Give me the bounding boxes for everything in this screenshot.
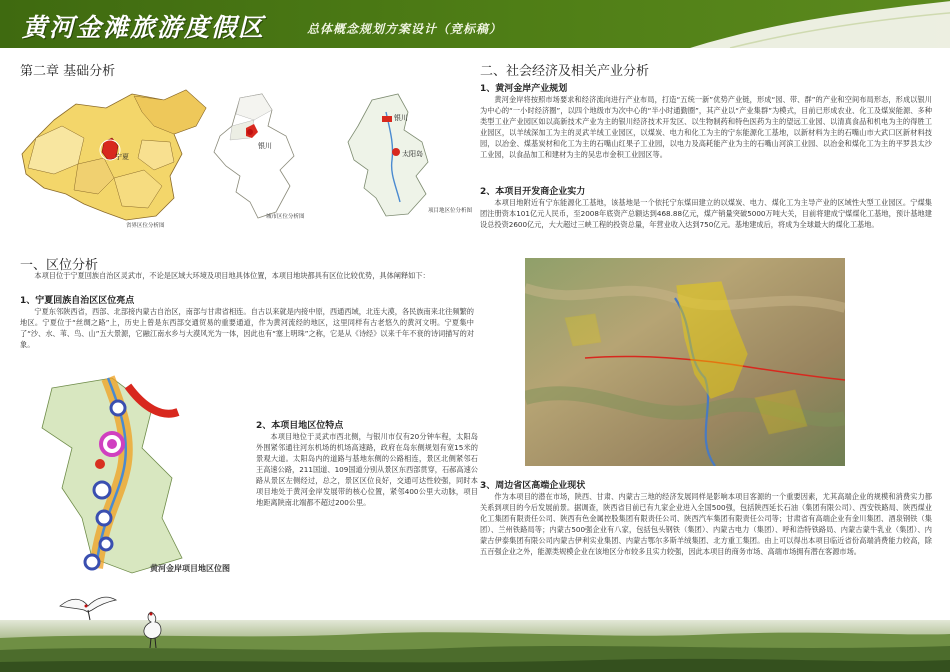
standing-crane-icon xyxy=(133,608,173,648)
project-map-label-a: 银川 xyxy=(394,114,408,122)
economy-sub2-title: 2、本项目开发商企业实力 xyxy=(480,187,586,197)
location-sub2-text: 本项目地位于灵武市西北侧，与银川市仅有20分钟车程，太阳岛外围紧邻通往河东机场的机场高速路，政府在岛东侧规划有宽15米的景观大道。太阳岛内的道路与基地东侧的公路相连，景区北侧紧邻石王高速公路，211国道、109国道分别从景区东西部贯穿，石郝高速公路从景区左侧经过，总之，景区区位良好，交通可达性较强，同时本项目地处于黄河金岸发展带的核心位置，紧邻400公里大动脉，项目地距离陕南北端都不超过200公里。 xyxy=(256,432,478,507)
project-map-caption: 项目地区位分析图 xyxy=(428,208,473,214)
location-intro: 本项目位于宁夏回族自治区灵武市，不论是区域大环境及项目地具体位置，本项目地块都具有区位比较优势，具体阐释如下： xyxy=(34,271,430,280)
province-map-label: 宁夏 xyxy=(115,153,129,161)
header-banner xyxy=(0,0,950,48)
chapter-title: 第二章 基础分析 xyxy=(20,64,116,79)
banner-decoration-curve xyxy=(690,0,950,48)
economy-sub2-text: 本项目地附近有宁东能源化工基地，该基地是一个依托宁东煤田建立的以煤炭、电力、煤化工为主导产业的区域性大型工业园区。宁煤集团注册资本101亿元人民币，至2008年底资产总额达到468.88亿元，煤产销量突破5000万吨大关，目前将建成宁煤煤化工基地，预计基地建设总投资2600亿元，大大超过三峡工程的投资总量，年营业收入达到750亿元。基地建成后，将成为全球最大的煤化工基地。 xyxy=(480,198,932,229)
economy-sub3-title: 3、周边省区高端企业现状 xyxy=(480,481,586,491)
golden-bank-map-caption: 黄河金岸项目地区位图 xyxy=(150,564,230,573)
location-sub2-title: 2、本项目地区位特点 xyxy=(256,421,344,431)
location-sub1-text: 宁夏东邻陕西省，西部、北部接内蒙古自治区，南部与甘肃省相连。自古以来就是内接中原，西通西域，北连大漠，各民族南来北往频繁的地区。宁夏位于“丝绸之路”上，历史上曾是东西部交通贸易的重要通道，作为黄河流经的地区，这里同样有古老悠久的黄河文明。宁夏集中了“沙、水、苇、鸟、山”五大景源，它融江南水乡与大漠风光为一体，因此也有“塞上明珠”之称，它是从《诗经》以来千年不衰的诗词描写的对象。 xyxy=(20,307,474,349)
terrain-map xyxy=(525,258,845,466)
province-map-caption: 省界区位分析图 xyxy=(126,223,165,229)
city-map-caption: 城市区位分析图 xyxy=(266,214,305,220)
province-map xyxy=(14,82,214,232)
banner-title: 黄河金滩旅游度假区 xyxy=(22,13,266,42)
economy-sub1-title: 1、黄河金岸产业规划 xyxy=(480,84,568,94)
project-map xyxy=(342,90,452,218)
golden-bank-map xyxy=(32,368,247,578)
location-sub1-title: 1、宁夏回族自治区区位亮点 xyxy=(20,296,135,306)
economy-sub3-text: 作为本项目的潜在市场，陕西、甘肃、内蒙古三地的经济发展同样是影响本项目客源的一个重要因素，尤其高端企业的规模和消费实力都关系到项目的今后发展前景。据调查，陕西省目前已有九家企业进入全国500强，包括陕西延长石油（集团有限公司）、西安铁路局、陕西煤业化工集团有限责任公司、陕西有色金属控股集团有限责任公司、陕西汽车集团有限责任公司等；甘肃省有高端企业有金川集团、酒泉钢铁（集团）、兰州铁路局等；内蒙古500强企业有八家，包括包头钢铁（集团）、内蒙古电力（集团）、呼和浩特铁路局、内蒙古蒙牛乳业（集团）、内蒙古伊泰集团有限公司内蒙古伊利实业集团、内蒙古鄂尔多斯羊绒集团、北方重工集团。由上可以得出本项目临近省份高端消费能力较高，除五百强企业之外，能源类规模企业在该地区分布较多且实力较强，因此本项目的商务市场、高端市场拥有潜在客源市场。 xyxy=(480,492,932,556)
city-map xyxy=(210,92,310,222)
project-map-label-b: 太阳岛 xyxy=(402,150,423,158)
economy-sub1-text: 黄河金岸将按照市场要求和经济流向进行产业布局，打造“五统一新”优势产业链，形成“园、带、群”的产业和空间布局形态，形成以银川为中心的“一小时经济圈”，以四个地级市为次中心的“半小时通勤圈”，其产业以“产业集群”为模式，目前已形成农业、化工及煤炭能源、多种类型工业产业园区如以高新技术产业为主的银川经济技术开发区、以生物制药和特色医药为主的望远工业园、以清真食品和机电为主的得胜工业园区，以羊绒深加工为主的灵武羊绒工业园区，以煤炭、电力和化工为主的宁东能源化工基地，以新材料为主的石嘴山市大武口区新材料技园，以冶金、煤基炭材和化工为主的石嘴山红果子工业园，以电力及高耗能产业为主的石嘴山河滨工业园、以冶金和煤化工为主的平罗县太沙工业园，以食品加工和建材为主的吴忠市金积工业园区等。 xyxy=(480,95,932,159)
banner-subtitle: 总体概念规划方案设计（竞标稿） xyxy=(307,22,503,36)
economy-section-title: 二、社会经济及相关产业分析 xyxy=(480,64,650,79)
crane-bird-icon xyxy=(58,592,118,622)
city-map-label: 银川 xyxy=(258,142,272,150)
location-section-title: 一、区位分析 xyxy=(20,258,99,273)
